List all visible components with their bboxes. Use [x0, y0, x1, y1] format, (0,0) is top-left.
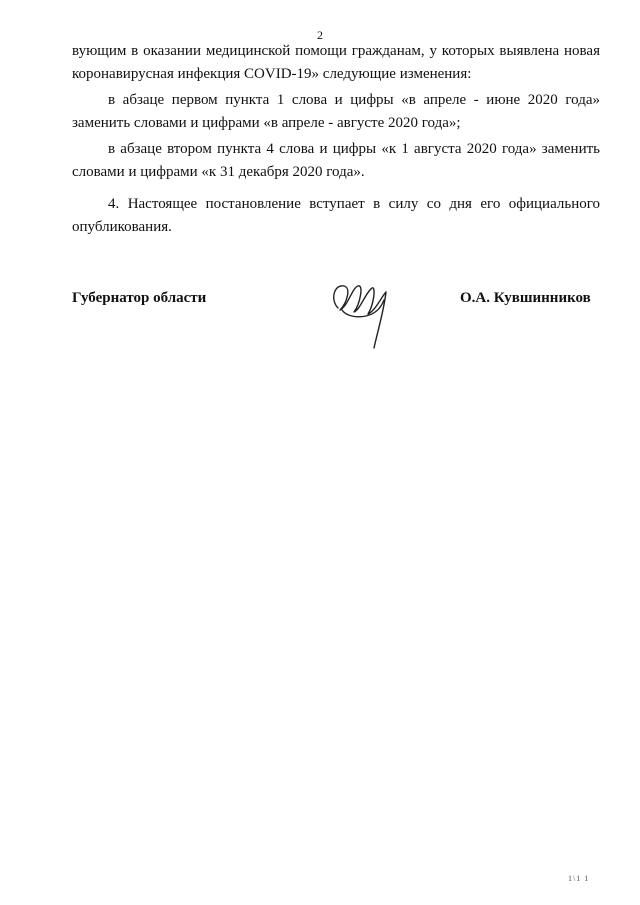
signatory-name: О.А. Кувшинников [460, 290, 591, 306]
handwritten-signature [326, 270, 396, 350]
page-number: 2 [317, 28, 323, 42]
paragraph-effective: 4. Настоящее постановление вступает в силу со дня его официального опубликования. [72, 196, 600, 235]
signatory-title: Губернатор области [72, 290, 207, 306]
paragraph-intro: вующим в оказании медицинской помощи гражданам, у которых выявлена новая коронавирусная инфекция COVID-19» следующие изменения: [72, 43, 600, 82]
paragraph-amendment-2: в абзаце втором пункта 4 слова и цифры «к 1 августа 2020 года» заменить словами и цифрами «к 31 декабря 2020 года». [72, 141, 600, 180]
paragraph-amendment-1: в абзаце первом пункта 1 слова и цифры «в апреле - июне 2020 года» заменить словами и цифрами «в апреле - августе 2020 года»; [72, 92, 600, 131]
document-body [72, 40, 600, 238]
footer-mark: 1\1 1 [568, 874, 590, 883]
